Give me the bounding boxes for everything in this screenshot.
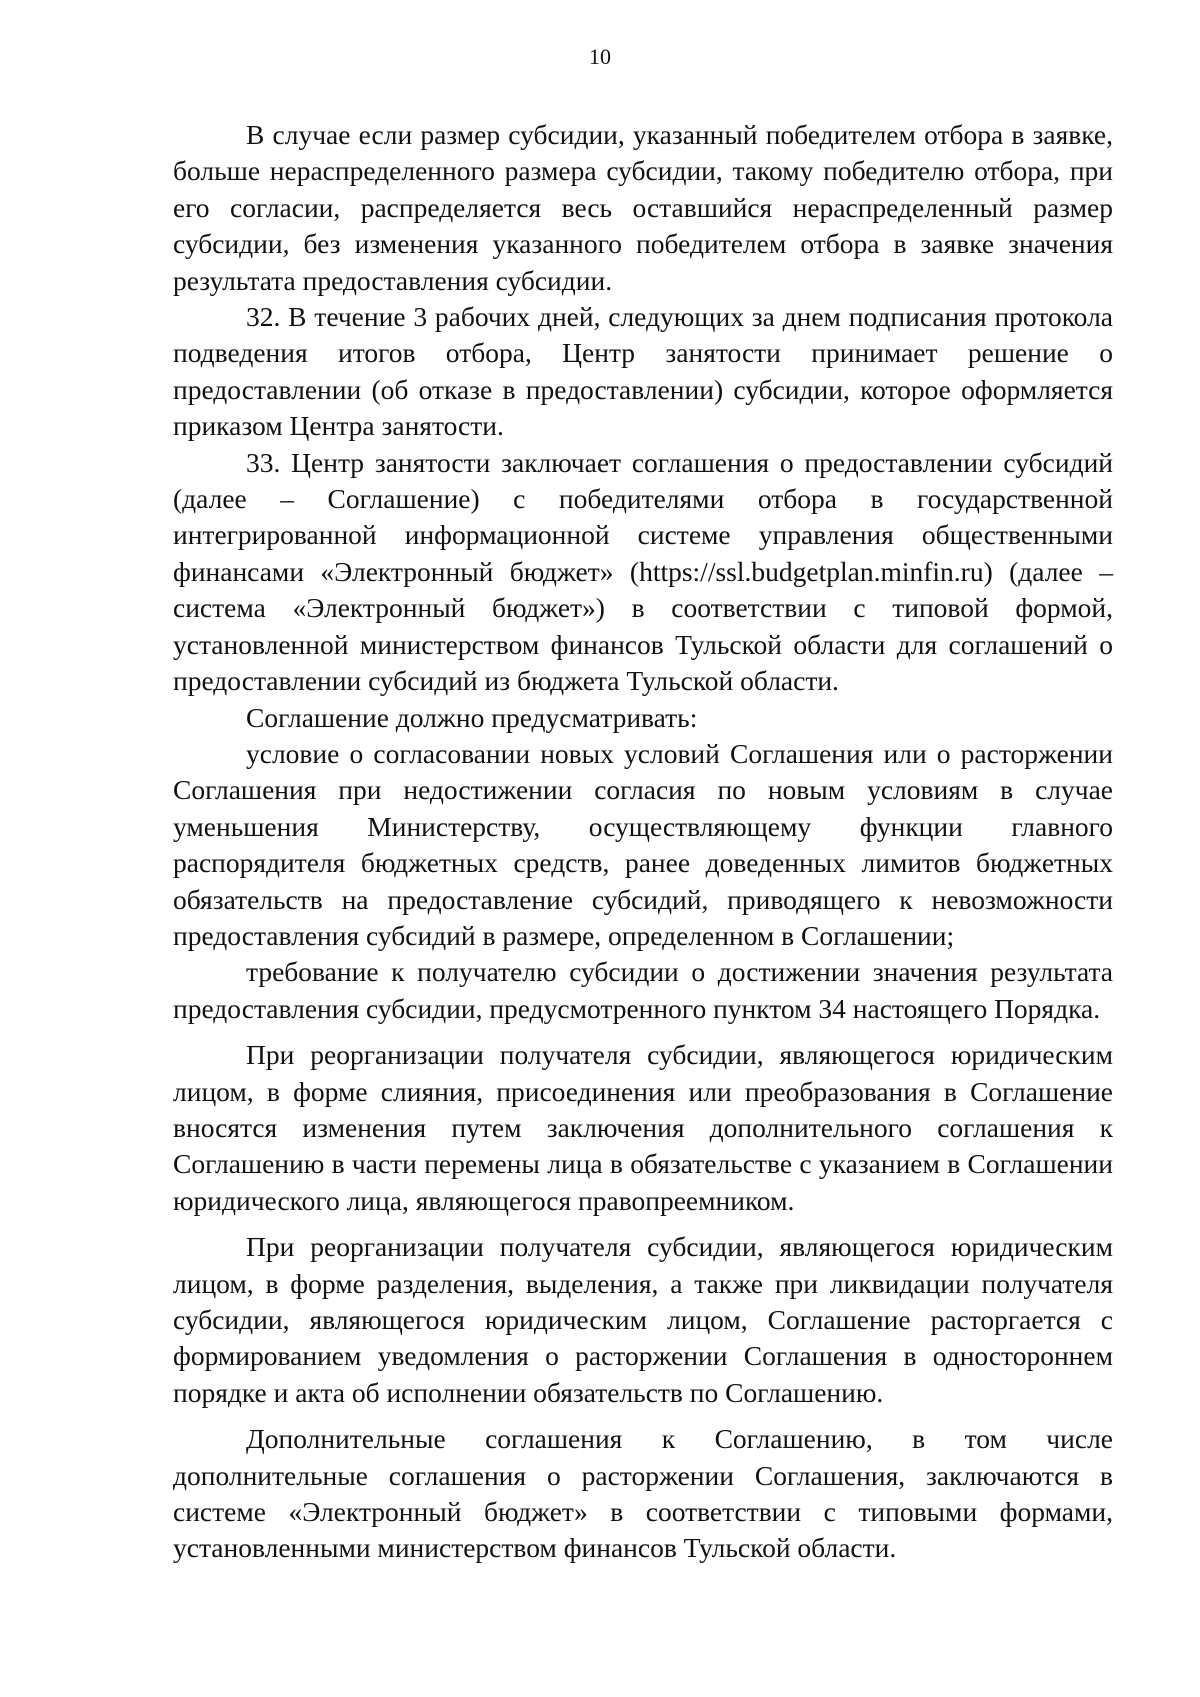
paragraph-item-33: 33. Центр занятости заключает соглашения о предоставлении субсидий (далее – Соглашение) с победителями отбора в государственной интегрированной информационной системе управления общественными финансами «Электронный бюджет» (https://ssl.budgetplan.minfin.ru) (далее – система «Электронный бюджет») в соответствии с типовой формой, установленной министерством финансов Тульской области для соглашений о предоставлении субсидий из бюджета Тульской области.	[173, 446, 1113, 697]
paragraph-reorganization-division: При реорганизации получателя субсидии, являющегося юридическим лицом, в форме разделения, выделения, а также при ликвидации получателя субсидии, являющегося юридическим лицом, Соглашение расторгается с формированием уведомления о расторжении Соглашения в одностороннем порядке и акта об исполнении обязательств по Соглашению.	[173, 1231, 1113, 1408]
paragraph-agreement-requirements: Соглашение должно предусматривать:	[246, 701, 698, 733]
paragraph-item-32: 32. В течение 3 рабочих дней, следующих за днем подписания протокола подведения итогов отбора, Центр занятости принимает решение о предоставлении (об отказе в предоставлении) субсидии, которое оформляется приказом Центра занятости.	[173, 301, 1113, 442]
paragraph-reorganization-merger: При реорганизации получателя субсидии, являющегося юридическим лицом, в форме слияния, присоединения или преобразования в Соглашение вносятся изменения путем заключения дополнительного соглашения к Соглашению в части перемены лица в обязательстве с указанием в Соглашении юридического лица, являющегося правопреемником.	[173, 1039, 1113, 1216]
page-number: 10	[589, 44, 611, 69]
paragraph-additional-agreements: Дополнительные соглашения к Соглашению, в том числе дополнительные соглашения о расторжении Соглашения, заключаются в системе «Электронный бюджет» в соответствии с типовыми формами, установленными министерством финансов Тульской области.	[173, 1423, 1113, 1564]
paragraph-condition-renegotiation: условие о согласовании новых условий Соглашения или о расторжении Соглашения при недостижении согласия по новым условиям в случае уменьшения Министерству, осуществляющему функции главного распорядителя бюджетных средств, ранее доведенных лимитов бюджетных обязательств на предоставление субсидий, приводящего к невозможности предоставления субсидий в размере, определенном в Соглашении;	[173, 737, 1113, 951]
document-body	[173, 117, 1113, 1567]
paragraph-subsidy-remainder: В случае если размер субсидии, указанный победителем отбора в заявке, больше нераспределенного размера субсидии, такому победителю отбора, при его согласии, распределяется весь оставшийся нераспределенный размер субсидии, без изменения указанного победителем отбора в заявке значения результата предоставления субсидии.	[173, 119, 1113, 296]
paragraph-result-requirement: требование к получателю субсидии о достижении значения результата предоставления субсидии, предусмотренного пунктом 34 настоящего Порядка.	[173, 956, 1113, 1024]
